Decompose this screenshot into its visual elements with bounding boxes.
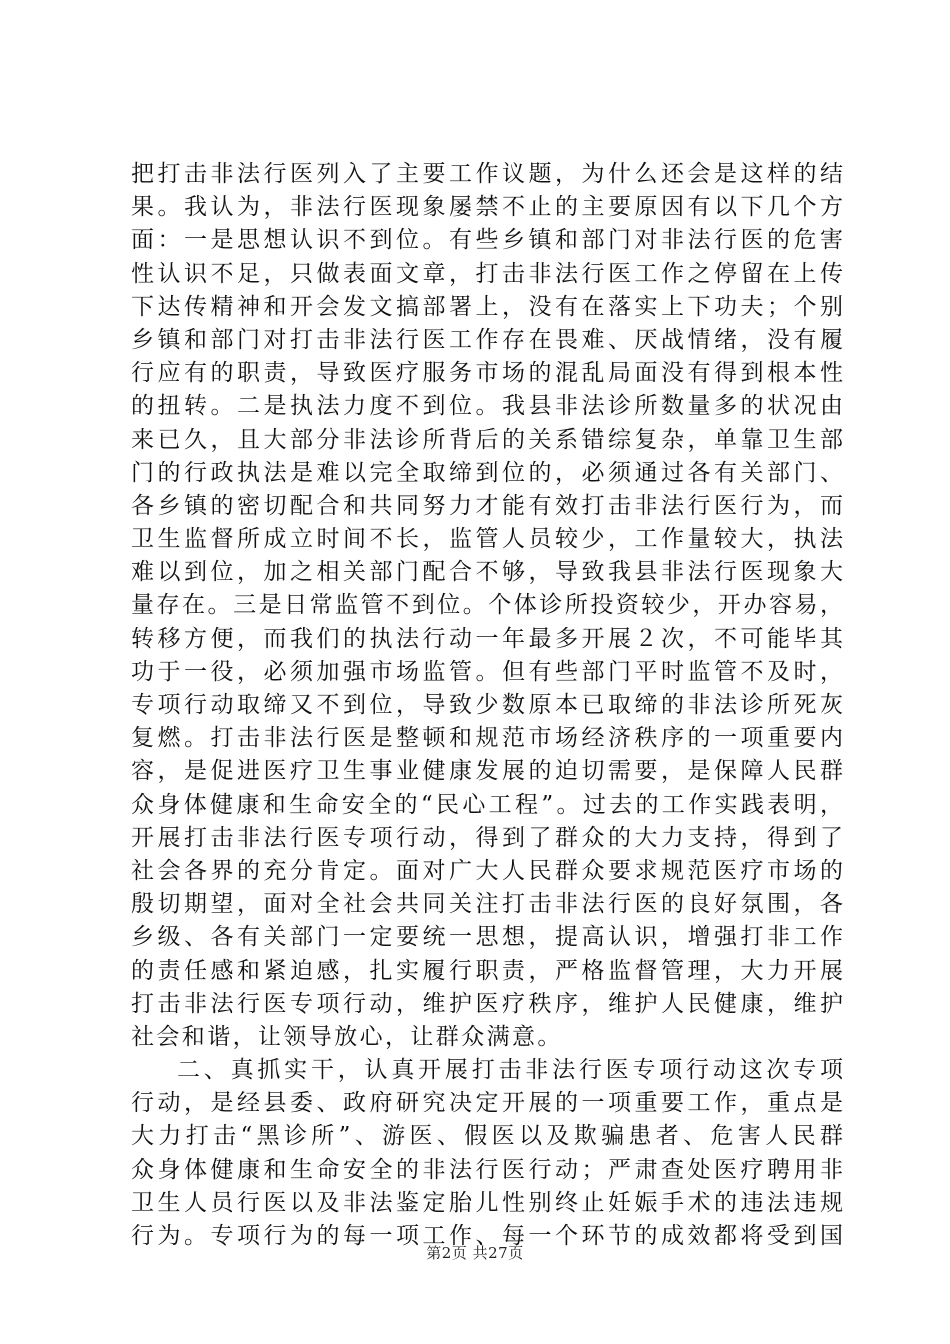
text-line: 把打击非法行医列入了主要工作议题，为什么还会是这样的结 xyxy=(131,161,843,187)
text-line: 众身体健康和生命安全的“民心工程”。过去的工作实践表明， xyxy=(131,791,843,818)
text-line: 复燃。打击非法行医是整顿和规范市场经济秩序的一项重要内 xyxy=(131,725,843,752)
paragraph-end-line: 社会和谐，让领导放心，让群众满意。 xyxy=(131,1023,563,1050)
text-line: 行动，是经县委、政府研究决定开展的一项重要工作，重点是 xyxy=(131,1090,843,1117)
text-line: 量存在。三是日常监管不到位。个体诊所投资较少，开办容易， xyxy=(131,592,843,619)
text-line: 行为。专项行为的每一项工作、每一个环节的成效都将受到国 xyxy=(131,1223,843,1249)
text-line: 乡镇和部门对打击非法行医工作存在畏难、厌战情绪，没有履 xyxy=(131,326,843,353)
text-line: 专项行动取缔又不到位，导致少数原本已取缔的非法诊所死灰 xyxy=(131,692,843,718)
text-line: 众身体健康和生命安全的非法行医行动；严肃查处医疗聘用非 xyxy=(131,1156,843,1183)
text-line: 各乡镇的密切配合和共同努力才能有效打击非法行医行为，而 xyxy=(131,492,843,519)
text-line: 下达传精神和开会发文搞部署上，没有在落实上下功夫；个别 xyxy=(131,293,843,320)
text-line: 大力打击“黑诊所”、游医、假医以及欺骗患者、危害人民群 xyxy=(131,1123,843,1150)
text-line: 乡级、各有关部门一定要统一思想，提高认识，增强打非工作 xyxy=(131,924,843,951)
text-line: 卫生监督所成立时间不长，监管人员较少，工作量较大，执法 xyxy=(131,526,843,553)
body-text xyxy=(131,158,843,1253)
text-line: 容，是促进医疗卫生事业健康发展的迫切需要，是保障人民群 xyxy=(131,758,843,785)
text-line: 开展打击非法行医专项行动，得到了群众的大力支持，得到了 xyxy=(131,824,843,851)
text-line: 殷切期望，面对全社会共同关注打击非法行医的良好氛围，各 xyxy=(131,891,843,918)
text-line: 卫生人员行医以及非法鉴定胎儿性别终止妊娠手术的违法违规 xyxy=(131,1189,843,1216)
text-line: 门的行政执法是难以完全取缔到位的，必须通过各有关部门、 xyxy=(131,459,843,486)
text-line: 的扭转。二是执法力度不到位。我县非法诊所数量多的状况由 xyxy=(131,393,843,420)
text-line: 打击非法行医专项行动，维护医疗秩序，维护人民健康，维护 xyxy=(131,990,843,1017)
paragraph-heading-line: 二、真抓实干，认真开展打击非法行医专项行动这次专项 xyxy=(177,1057,843,1084)
page-number-footer: 第2页 共27页 xyxy=(426,1244,524,1262)
text-line: 社会各界的充分肯定。面对广大人民群众要求规范医疗市场的 xyxy=(131,857,843,884)
text-line: 面：一是思想认识不到位。有些乡镇和部门对非法行医的危害 xyxy=(131,227,843,254)
text-line: 转移方便，而我们的执法行动一年最多开展２次，不可能毕其 xyxy=(131,625,843,652)
text-line: 性认识不足，只做表面文章，打击非法行医工作之停留在上传 xyxy=(131,260,843,287)
text-line: 来已久，且大部分非法诊所背后的关系错综复杂，单靠卫生部 xyxy=(131,426,843,453)
text-line: 功于一役，必须加强市场监管。但有些部门平时监管不及时， xyxy=(131,658,843,685)
text-line: 行应有的职责，导致医疗服务市场的混乱局面没有得到根本性 xyxy=(131,360,843,387)
text-line: 果。我认为，非法行医现象屡禁不止的主要原因有以下几个方 xyxy=(131,194,843,221)
text-line: 的责任感和紧迫感，扎实履行职责，严格监督管理，大力开展 xyxy=(131,957,843,984)
text-line: 难以到位，加之相关部门配合不够，导致我县非法行医现象大 xyxy=(131,559,843,586)
